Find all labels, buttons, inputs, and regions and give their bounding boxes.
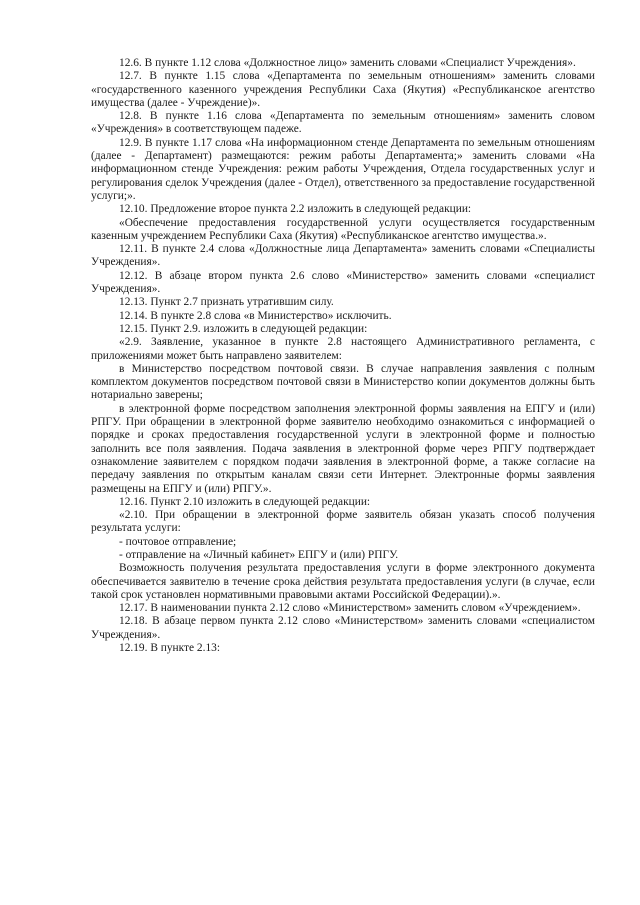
quote-2-9-postal: в Министерство посредством почтовой связи. В случае направления заявления с полным комплектом документов посредством почтовой связи в Министерство копии документов должны быть нотариально заверены; [91, 362, 595, 402]
paragraph-12-19: 12.19. В пункте 2.13: [119, 642, 221, 655]
paragraph-12-18: 12.18. В абзаце первом пункта 2.12 слово «Министерством» заменить словами «специалистом Учреждения». [91, 615, 595, 641]
paragraph-12-11: 12.11. В пункте 2.4 слова «Должностные лица Департамента» заменить словами «Специалисты Учреждения». [91, 243, 595, 269]
list-item-postal: - почтовое отправление; [119, 535, 237, 548]
paragraph-result-possibility: Возможность получения результата предоставления услуги в форме электронного документа обеспечивается заявителю в течение срока действия результата предоставления услуги (в случае, если такой срок установлен нормативными правовыми актами Российской Федерации).». [91, 562, 595, 601]
paragraph-12-17: 12.17. В наименовании пункта 2.12 слово «Министерством» заменить словом «Учреждением». [119, 602, 581, 615]
paragraph-12-15: 12.15. Пункт 2.9. изложить в следующей редакции: [119, 322, 368, 335]
quote-2-9-electronic: в электронной форме посредством заполнения электронной формы заявления на ЕПГУ и (или) РПГУ. При обращении в электронной форме заявителю необходимо ознакомиться с информацией о порядке и сроках предоставления государственной услуги в электронной форме и полностью заполнить все поля заявления. Подача заявления в электронной форме через РПГУ подтверждает ознакомление заявителем с порядком подачи заявления в электронной форме, а также согласие на передачу заявления по открытым каналам связи сети Интернет. Электронные формы заявления размещены на ЕПГУ и (или) РПГУ.». [91, 402, 595, 495]
quote-2-10: «2.10. При обращении в электронной форме заявитель обязан указать способ получения результата услуги: [91, 509, 595, 535]
paragraph-12-6: 12.6. В пункте 1.12 слова «Должностное лицо» заменить словами «Специалист Учреждения». [119, 57, 576, 69]
paragraph-12-10: 12.10. Предложение второе пункта 2.2 изложить в следующей редакции: [119, 203, 472, 216]
quote-2-2: «Обеспечение предоставления государственной услуги осуществляется государственным казенным учреждением Республики Саха (Якутия) «Республиканское агентство имущества.». [91, 216, 595, 242]
paragraph-12-14: 12.14. В пункте 2.8 слова «в Министерство» исключить. [119, 309, 392, 322]
document-page [91, 57, 595, 655]
list-item-cabinet: - отправление на «Личный кабинет» ЕПГУ и (или) РПГУ. [119, 548, 399, 561]
quote-2-9: «2.9. Заявление, указанное в пункте 2.8 настоящего Административного регламента, с приложениями может быть направлено заявителем: [91, 336, 595, 362]
paragraph-12-9: 12.9. В пункте 1.17 слова «На информационном стенде Департамента по земельным отношениям (далее - Департамент) размещаются: режим работы Департамента;» заменить словами «На информационном стенде Учреждения: режим работы Учреждения, Отдела государственных услуг и регулирования сделок Учреждения (далее - Отдел), ответственного за предоставление государственной услуги;». [91, 136, 595, 202]
paragraph-12-13: 12.13. Пункт 2.7 признать утратившим силу. [119, 296, 334, 309]
paragraph-12-7: 12.7. В пункте 1.15 слова «Департамента по земельным отношениям» заменить словами «государственного казенного учреждения Республики Саха (Якутия) «Республиканское агентство имущества (далее - Учреждение)». [91, 70, 595, 109]
paragraph-12-16: 12.16. Пункт 2.10 изложить в следующей редакции: [119, 495, 371, 508]
paragraph-12-8: 12.8. В пункте 1.16 слова «Департамента по земельным отношениям» заменить словом «Учреждения» в соответствующем падеже. [91, 110, 595, 136]
paragraph-12-12: 12.12. В абзаце втором пункта 2.6 слово «Министерство» заменить словами «специалист Учреждения». [91, 269, 595, 296]
